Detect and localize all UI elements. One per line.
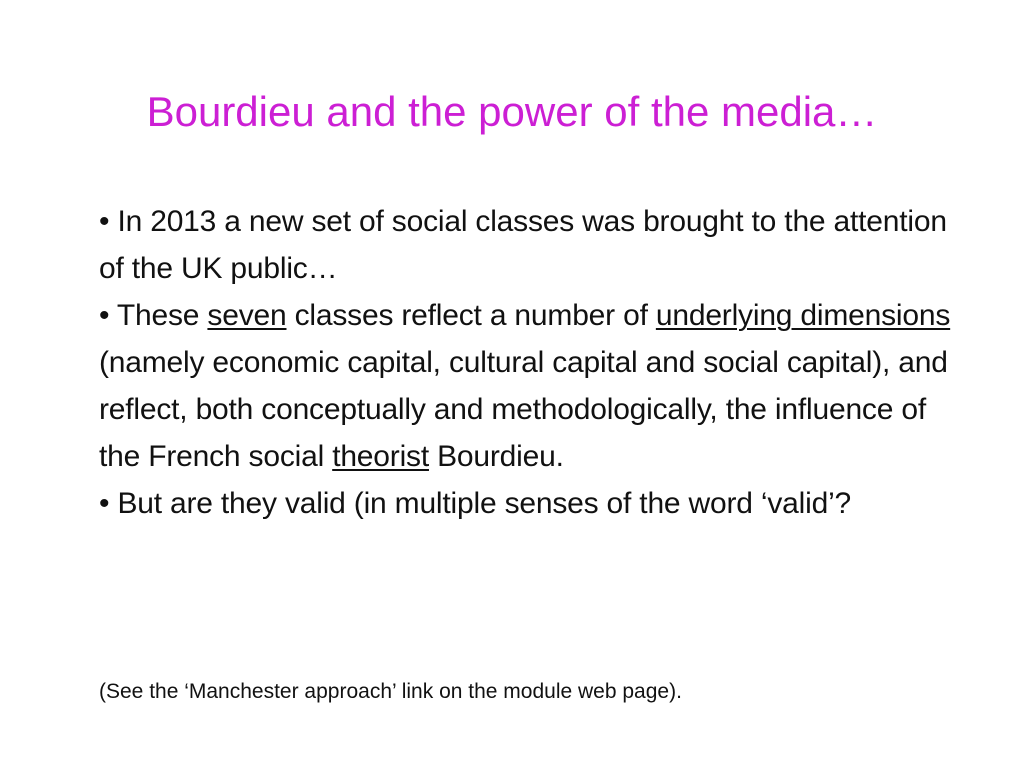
bullet-2-text-mid: classes reflect a number of	[286, 299, 656, 332]
bullet-2-text-start: These	[116, 299, 208, 332]
slide-title: Bourdieu and the power of the media…	[146, 88, 878, 135]
bullet-2	[99, 292, 959, 480]
underlined-term-theorist: theorist	[332, 440, 429, 473]
bullet-1-text: In 2013 a new set of social classes was brought to the attention of the UK public…	[99, 205, 947, 285]
bullet-marker: •	[99, 487, 110, 520]
bullet-1	[99, 198, 959, 292]
slide-body	[99, 198, 959, 527]
bullet-3	[99, 480, 959, 527]
bullet-3-text: But are they valid (in multiple senses of the word ‘valid’?	[117, 487, 852, 520]
bullet-marker: •	[99, 299, 110, 332]
bullet-2-text-end: Bourdieu.	[428, 440, 564, 473]
underlined-term-seven: seven	[207, 299, 287, 332]
underlined-term-underlying-dimensions: underlying dimensions	[655, 299, 951, 332]
footnote: (See the ‘Manchester approach’ link on the module web page).	[99, 680, 682, 703]
bullet-marker: •	[99, 205, 110, 238]
bullet-2-text-mid2: (namely economic capital, cultural capital and social capital), and reflect, both conceptually and methodologically, the influence of the French social	[99, 346, 948, 473]
